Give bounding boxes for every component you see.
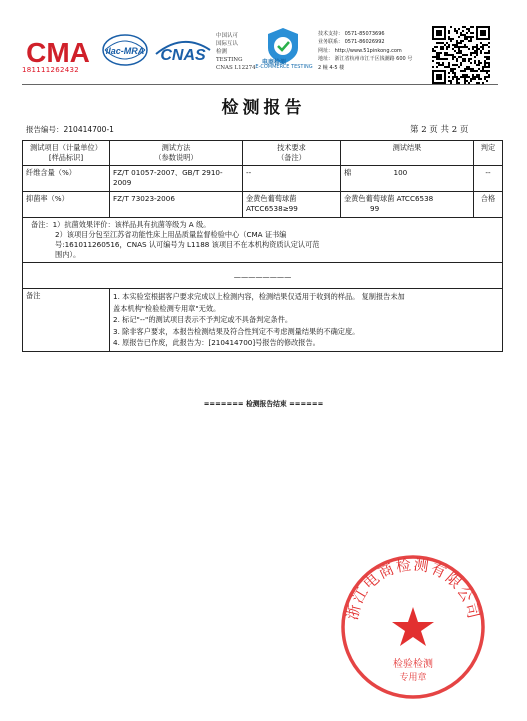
result-label: 金黄色葡萄球菌 ATCC6538 [344,194,434,203]
contact-line: 技术支持： 0571-85073696 [318,31,385,37]
remark-line: 4. 原报告已作废，此报告为：[210414700]号报告的修改报告。 [113,338,320,347]
stamp-inner-text: 检验检测 [393,659,433,670]
header-text: 测试项目（计量单位） [30,143,102,152]
result-cell [341,166,474,192]
notes-cell [23,218,503,263]
header-text: 技术要求 [277,143,306,152]
contact-line: 网址： http://www.51pinkong.com [318,47,402,54]
remarks-cell [110,289,503,352]
result-value: 100 [393,168,408,177]
cnas-label-line: 国际互认 [216,41,239,47]
table-row [23,166,503,192]
report-title: 检测报告 [221,98,306,118]
result-label: 棉 [344,168,352,177]
header-cell [341,141,474,166]
cnas-logo-text: CNAS [160,47,206,64]
ilac-mra-logo [100,32,150,74]
contact-line: 地址： 浙江省杭州市江干区钱潮路 600 号 [318,56,413,63]
cnas-label [216,32,256,72]
cma-logo-text: CMA [26,37,90,68]
blank-dash: ———————— [233,271,292,281]
ecommerce-subtitle: E-COMMERCE TESTING [255,64,313,70]
ilac-logo-text: ilac-MRA [105,46,145,56]
header-cell [23,141,110,166]
item-cell: 纤维含量（%） [23,166,110,192]
header-text: [样品标识] [48,153,84,162]
header-text: （参数说明） [154,153,198,162]
method-cell: FZ/T 73023-2006 [110,192,243,218]
note-line: 备注：1）抗菌效果评价：该样品具有抗菌等级为 A 级。 [31,220,211,229]
cnas-label-line: TESTING [216,57,243,63]
notes-row [23,218,503,263]
report-end-line: ======= 检测报告结束 ====== [203,400,324,408]
remarks-row [23,289,503,352]
cnas-label-line: 中国认可 [216,33,239,39]
requirement-cell: -- [243,166,341,192]
ecommerce-title: 电商检测 [262,59,287,66]
page-number: 第 2 页 共 2 页 [410,125,469,135]
verdict-cell: -- [474,166,503,192]
results-table [22,140,503,352]
header-cell [474,141,503,166]
star-icon [392,607,434,646]
requirement-cell: 金黄色葡萄球菌 ATCC6538≥99 [243,192,341,218]
result-cell [341,192,474,218]
header-text: 测试结果 [392,143,422,152]
contact-line: 2 幢 4-5 楼 [318,64,345,71]
qr-code-icon [432,26,490,84]
header-cell [243,141,341,166]
item-cell: 抑菌率（%） [23,192,110,218]
cnas-label-line: CNAS L12274 [216,65,256,71]
table-header-row [23,141,503,166]
header-divider [22,84,498,85]
contact-line: 业务联系： 0571-86026992 [318,39,385,46]
result-value: 99 [370,204,380,213]
blank-cell [23,263,503,289]
table-row [23,192,503,218]
header-text: （备注） [277,153,306,162]
cnas-logo [152,30,214,68]
cma-phone: 181111262432 [22,66,80,74]
note-line: 2）该项目分包至江苏省功能性床上用品质量监督检验中心（CMA 证书编 [55,230,287,239]
remarks-label-cell: 备注 [23,289,110,352]
header-cell [110,141,243,166]
contact-block [318,30,412,72]
header-text: 测试方法 [161,143,191,152]
remark-line: 盖本机构"检验检测专用章"无效。 [113,303,221,313]
remark-line: 3. 除非客户要求，本报告检测结果及符合性判定不考虑测量结果的不确定度。 [113,326,360,336]
remark-line: 2. 标记"--"的测试项目表示不予判定或不具备判定条件。 [113,315,293,324]
note-line: 围内）。 [55,250,81,259]
header-text: 判定 [480,143,496,152]
cnas-label-line: 检测 [216,49,228,55]
verdict-cell: 合格 [474,192,503,218]
stamp-inner-text: 专用章 [399,673,427,683]
note-line: 号:161011260516，CNAS 认可编号为 L1188 该项目不在本机构资质认定认可范 [55,240,320,249]
method-cell: FZ/T 01057-2007、GB/T 2910-2009 [110,166,243,192]
blank-row [23,263,503,289]
remark-line: 1. 本实验室根据客户要求完成以上检测内容，检测结果仅适用于收到的样品。 复制报告未加 [113,292,405,301]
company-seal-stamp [338,552,488,702]
report-number: 报告编号：210414700-1 [26,125,114,134]
stamp-ring-text: 浙江电商检测有限公司 [343,555,483,622]
